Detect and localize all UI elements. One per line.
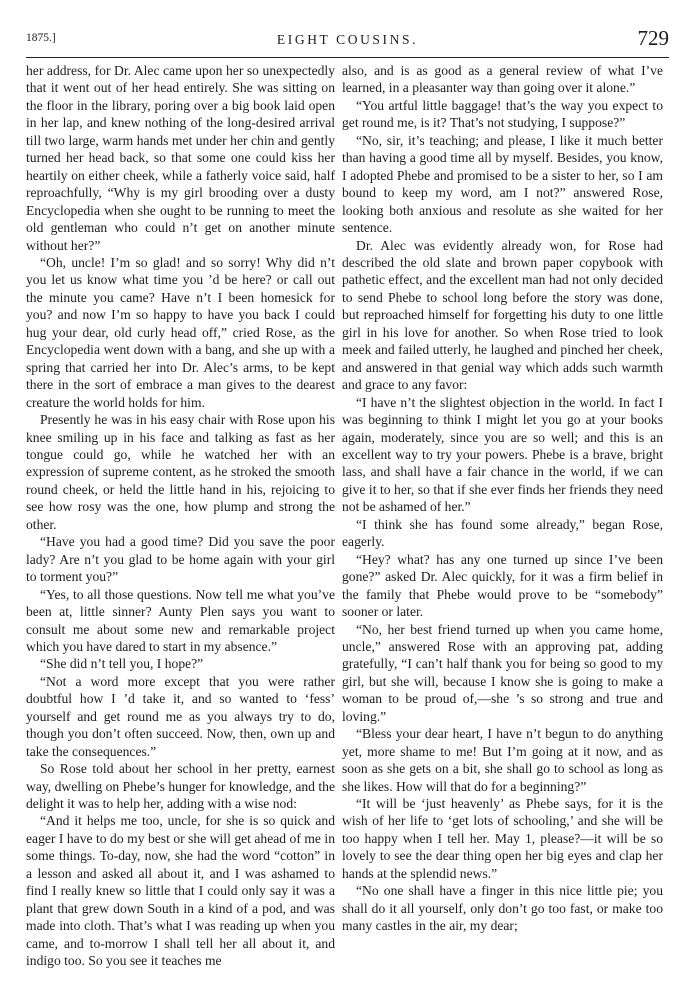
paragraph: “And it helps me too, uncle, for she is so quick and eager I have to do my best or she will get ahead of me in some things. To-day, now, she had the word “cotton” in a lesson and asked all about it, and I was ashamed to find I really knew so little that I could only say it was a plant that grew down South in a kind of a pod, and was made into cloth. That’s what I was reading up when you came, and to-morrow I shall tell her all about it, and indigo too. So you see it teaches me	[26, 813, 335, 969]
page-number: 729	[637, 26, 669, 50]
running-header	[26, 26, 669, 52]
left-column	[26, 62, 335, 970]
paragraph: “Hey? what? has any one turned up since I’ve been gone?” asked Dr. Alec quickly, for it was a firm belief in the family that Phebe would prove to be “somebody” sooner or later.	[342, 551, 663, 620]
header-title: EIGHT COUSINS.	[276, 32, 419, 47]
paragraph: “I have n’t the slightest objection in the world. In fact I was beginning to think I might let you go at your books again, moderately, since you are so well; and this is an excellent way to try your powers. Phebe is a brave, bright lass, and shall have a fair chance in the world, if we can give it to her, so that if she ever finds her friends they need not be ashamed of her.”	[342, 394, 663, 515]
paragraph: So Rose told about her school in her pretty, earnest way, dwelling on Phebe’s hunger for knowledge, and the delight it was to help her, adding with a wise nod:	[26, 761, 335, 812]
paragraph: “Yes, to all those questions. Now tell me what you’ve been at, little sinner? Aunty Plen says you want to consult me about some new and remarkable project which you have dared to start in my absence.”	[26, 586, 335, 654]
paragraph: her address, for Dr. Alec came upon her so unexpectedly that it went out of her head entirely. She was sitting on the floor in the library, poring over a big book laid open in her lap, and knew nothing of the long-desired arrival till two large, warm hands met under her chin and gently turned her head back, so that some one could kiss her heartily on either cheek, while a fatherly voice said, half reproachfully, “Why is my girl brooding over a dusty Encyclopedia when she ought to be running to meet the old gentleman who could n’t get on another minute without her?”	[26, 63, 335, 253]
paragraph: “It will be ‘just heavenly’ as Phebe says, for it is the wish of her life to ‘get lots of schooling,’ and she will be too happy when I tell her. May 1, please?—it will be so lovely to see the dear thing open her big eyes and clap her hands at the splendid news.”	[342, 796, 663, 881]
paragraph: also, and is as good as a general review of what I’ve learned, in a pleasanter way than going over it alone.”	[342, 63, 663, 96]
paragraph: Presently he was in his easy chair with Rose upon his knee smiling up in his face and talking as fast as her tongue could go, while he watched her with an expression of supreme content, as he stroked the smooth round cheek, or held the little hand in his, rejoicing to see how rosy was the one, how plump and strong the other.	[26, 412, 335, 532]
paragraph: “No, her best friend turned up when you came home, uncle,” answered Rose with an approving pat, adding gratefully, “I can’t half thank you for being so good to my girl, but she will, because I know she is going to make a woman to be proud of,—she ’s so strong and true and loving.”	[342, 621, 663, 724]
paragraph: “No, sir, it’s teaching; and please, I like it much better than having a good time all by myself. Besides, you know, I adopted Phebe and promised to be a sister to her, so I am bound to keep my word, am I not?” answered Rose, looking both anxious and resolute as she waited for her sentence.	[342, 132, 663, 236]
paragraph: “No one shall have a finger in this nice little pie; you shall do it all yourself, only don’t go too fast, or make too many castles in the air, my dear;	[342, 883, 663, 934]
paragraph: “Oh, uncle! I’m so glad! and so sorry! Why did n’t you let us know what time you ’d be here? or call out the minute you came? Have n’t I been homesick for you? and now I’m so happy to have you back I could hug your dear, old curly head off,” cried Rose, as the Encyclopedia went down with a bang, and she up with a spring that carried her into Dr. Alec’s arms, to be kept there in the sort of embrace a man gives to the dearest creature the world holds for him.	[26, 254, 335, 410]
header-rule	[26, 57, 669, 58]
paragraph: “Bless your dear heart, I have n’t begun to do anything yet, more shame to me! But I’m going at it now, and as soon as she gets on a bit, she shall go to school as long as she likes. How will that do for a beginning?”	[342, 726, 663, 794]
paragraph: “Not a word more except that you were rather doubtful how I ’d take it, and so wanted to ‘fess’ yourself and get round me as you always try to do, though you don’t often succeed. Now, then, own up and take the consequences.”	[26, 673, 335, 759]
paragraph: “She did n’t tell you, I hope?”	[40, 656, 204, 672]
paragraph: “I think she has found some already,” began Rose, eagerly.	[342, 516, 663, 550]
header-year: 1875.]	[26, 32, 56, 44]
paragraph: “You artful little baggage! that’s the way you expect to get round me, is it? That’s not studying, I suppose?”	[342, 97, 663, 131]
right-column	[342, 62, 663, 935]
paragraph: Dr. Alec was evidently already won, for Rose had described the old slate and brown paper copybook with pathetic effect, and the excellent man had not only decided to send Phebe to school long before the story was done, but reproached himself for forgetting his duty to one little girl in his love for another. So when Rose tried to look meek and failed utterly, he laughed and pinched her cheek, and answered in that genial way which adds such warmth and grace to any favor:	[342, 237, 663, 393]
paragraph: “Have you had a good time? Did you save the poor lady? Are n’t you glad to be home again with your girl to torment you?”	[26, 534, 335, 585]
